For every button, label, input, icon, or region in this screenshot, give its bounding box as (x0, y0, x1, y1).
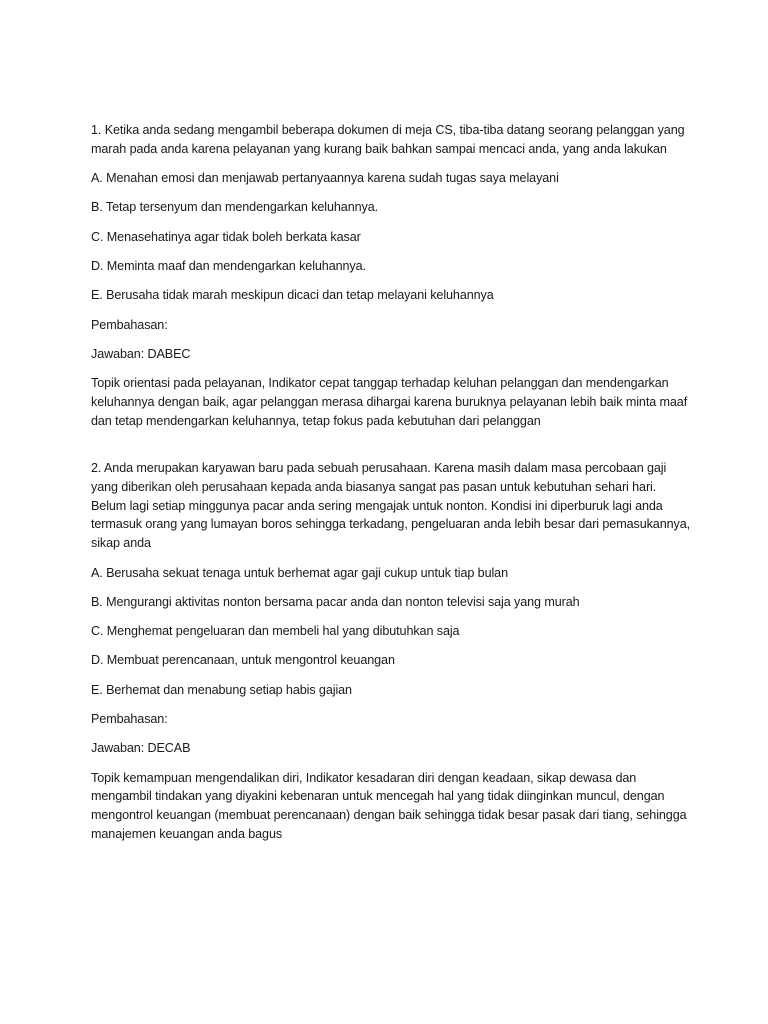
question-1-option-c: C. Menasehatinya agar tidak boleh berkata kasar (91, 229, 361, 244)
question-2-option-e: E. Berhemat dan menabung setiap habis gajian (91, 682, 352, 697)
section-gap (91, 441, 691, 459)
question-2-explanation: Topik kemampuan mengendalikan diri, Indikator kesadaran diri dengan keadaan, sikap dewasa dan mengambil tindakan yang diyakini kebenaran untuk mencegah hal yang tidak diinginkan muncul, dengan mengontrol keuangan (membuat perencanaan) dengan baik sehingga tidak besar pasak dari tiang, sehingga manajemen keuangan anda bagus (91, 770, 687, 842)
question-1-pembahasan-label: Pembahasan: (91, 317, 168, 332)
question-2-option-d: D. Membuat perencanaan, untuk mengontrol keuangan (91, 653, 395, 668)
document-page (91, 121, 691, 854)
question-1-option-d: D. Meminta maaf dan mendengarkan keluhannya. (91, 258, 366, 273)
question-1-option-a: A. Menahan emosi dan menjawab pertanyaannya karena sudah tugas saya melayani (91, 171, 559, 186)
question-2-option-a: A. Berusaha sekuat tenaga untuk berhemat agar gaji cukup untuk tiap bulan (91, 565, 508, 580)
question-2-option-b: B. Mengurangi aktivitas nonton bersama pacar anda dan nonton televisi saja yang murah (91, 594, 580, 609)
question-1-option-b: B. Tetap tersenyum dan mendengarkan keluhannya. (91, 200, 379, 215)
question-1-text: 1. Ketika anda sedang mengambil beberapa dokumen di meja CS, tiba-tiba datang seorang pelanggan yang marah pada anda karena pelayanan yang kurang baik bahkan sampai mencaci anda, yang anda lakukan (91, 123, 685, 156)
question-2-option-c: C. Menghemat pengeluaran dan membeli hal yang dibutuhkan saja (91, 624, 460, 639)
question-1-option-e: E. Berusaha tidak marah meskipun dicaci dan tetap melayani keluhannya (91, 288, 494, 303)
question-2-answer: Jawaban: DECAB (91, 741, 191, 756)
question-1-answer: Jawaban: DABEC (91, 346, 191, 361)
question-2-text: 2. Anda merupakan karyawan baru pada sebuah perusahaan. Karena masih dalam masa percobaan gaji yang diberikan oleh perusahaan kepada anda biasanya sangat pas pasan untuk kebutuhan sehari hari. Belum lagi setiap minggunya pacar anda sering mengajak untuk nonton. Kondisi ini diperburuk lagi anda termasuk orang yang lumayan boros sehingga terkadang, pengeluaran anda lebih besar dari pemasukannya, sikap anda (91, 461, 691, 551)
question-2-pembahasan-label: Pembahasan: (91, 712, 168, 727)
question-1-explanation: Topik orientasi pada pelayanan, Indikator cepat tanggap terhadap keluhan pelanggan dan mendengarkan keluhannya dengan baik, agar pelanggan merasa dihargai karena buruknya pelayanan lebih baik minta maaf dan tetap mendengarkan keluhannya, tetap fokus pada kebutuhan dari pelanggan (91, 376, 688, 428)
